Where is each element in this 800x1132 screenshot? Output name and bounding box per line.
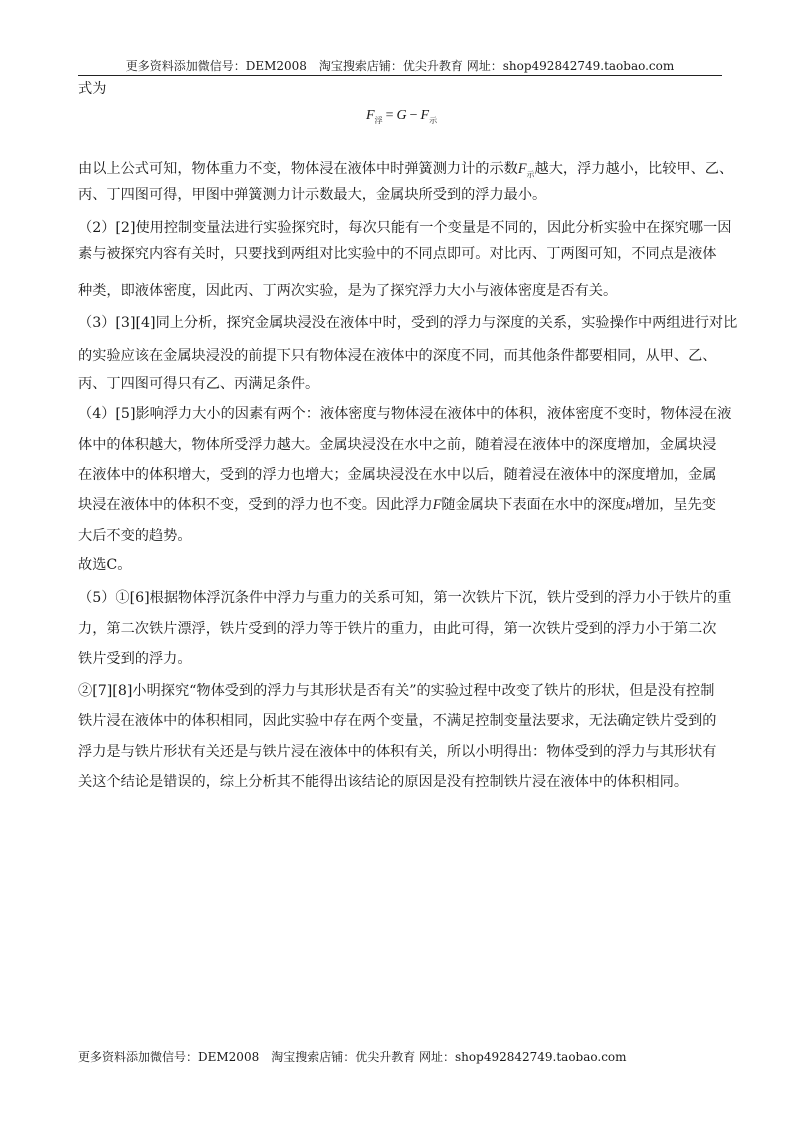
body-line-22: 关这个结论是错误的，综上分析其不能得出该结论的原因是没有控制铁片浸在液体中的体积相同。 [78, 774, 689, 790]
body-line-6: 种类，即液体密度，因此丙、丁两次实验，是为了探究浮力大小与液体密度是否有关。 [78, 283, 618, 299]
body-line-13a: 块浸在液体中的体积不变，受到的浮力也不变。因此浮力 [78, 497, 433, 513]
body-line-11: 体中的体积越大，物体所受浮力越大。金属块浸没在水中之前，随着浸在液体中的深度增加，金属块浸 [78, 437, 717, 453]
body-line-4: （2）[2]使用控制变量法进行实验探究时，每次只能有一个变量是不同的，因此分析实验中在探究哪一因 [78, 220, 732, 236]
page-header: 更多资料添加微信号：DEM2008 淘宝搜索店铺：优尖升教育 网址：shop492842749.taobao.com [125, 59, 675, 73]
body-line-8: 的实验应该在金属块浸没的前提下只有物体浸在液体中的深度不同，而其他条件都要相同，从甲、乙、 [78, 348, 717, 364]
body-line-3: 丙、丁四图可得，甲图中弹簧测力计示数最大，金属块所受到的浮力最小。 [78, 187, 547, 203]
body-line-12: 在液体中的体积增大，受到的浮力也增大；金属块浸没在水中以后，随着浸在液体中的深度增加，金属 [78, 467, 717, 483]
formula-lhs: F [366, 108, 375, 123]
body-line-7: （3）[3][4]同上分析，探究金属块浸没在液体中时，受到的浮力与深度的关系，实验操作中两组进行对比 [78, 315, 738, 331]
body-line-13 [78, 496, 728, 516]
formula-buoyancy [366, 108, 437, 126]
page-footer: 更多资料添加微信号：DEM2008 淘宝搜索店铺：优尖升教育 网址：shop492842749.taobao.com [78, 1050, 627, 1064]
body-line-13b: 随金属块下表面在水中的深度 [441, 497, 626, 513]
body-line-14: 大后不变的趋势。 [78, 528, 192, 544]
body-line-1: 式为 [78, 81, 107, 97]
body-line-2a: 由以上公式可知，物体重力不变，物体浸在液体中时弹簧测力计的示数 [78, 161, 518, 177]
header-rule [78, 75, 722, 76]
body-line-19: ②[7][8]小明探究“物体受到的浮力与其形状是否有关”的实验过程中改变了铁片的形状，但是没有控制 [78, 683, 715, 699]
formula-minus: − [409, 108, 418, 123]
body-line-10: （4）[5]影响浮力大小的因素有两个：液体密度与物体浸在液体中的体积，液体密度不变时，物体浸在液 [78, 406, 732, 422]
body-line-16: （5）①[6]根据物体浮沉条件中浮力与重力的关系可知，第一次铁片下沉，铁片受到的浮力小于铁片的重 [78, 590, 732, 606]
body-line-9: 丙、丁四图可得只有乙、丙满足条件。 [78, 376, 320, 392]
body-line-2b: 越大，浮力越小，比较甲、乙、 [534, 161, 734, 177]
var-f-show [518, 161, 535, 177]
var-h: h [625, 501, 631, 512]
body-line-21: 浮力是与铁片形状有关还是与铁片浸在液体中的体积有关，所以小明得出：物体受到的浮力与其形状有 [78, 744, 717, 760]
var-f-show-letter: F [517, 161, 527, 177]
formula-g: G [396, 108, 407, 123]
var-f-show-sub: 示 [526, 169, 535, 179]
formula-rhs: F [420, 108, 430, 123]
formula-rhs-sub: 示 [429, 115, 438, 125]
body-line-5: 素与被探究内容有关时，只要找到两组对比实验中的不同点即可。对比丙、丁两图可知，不同点是液体 [78, 246, 717, 262]
body-line-20: 铁片浸在液体中的体积相同，因此实验中存在两个变量，不满足控制变量法要求，无法确定铁片受到的 [78, 713, 717, 729]
body-line-13c: 增加，呈先变 [630, 497, 716, 513]
body-line-2 [78, 160, 734, 184]
var-f: F [432, 497, 442, 513]
body-line-18: 铁片受到的浮力。 [78, 651, 192, 667]
body-line-17: 力，第二次铁片漂浮，铁片受到的浮力等于铁片的重力，由此可得，第一次铁片受到的浮力小于第二次 [78, 621, 717, 637]
formula-equals: = [385, 108, 394, 123]
body-line-15: 故选C。 [78, 557, 132, 573]
formula-lhs-sub: 浮 [374, 115, 383, 125]
